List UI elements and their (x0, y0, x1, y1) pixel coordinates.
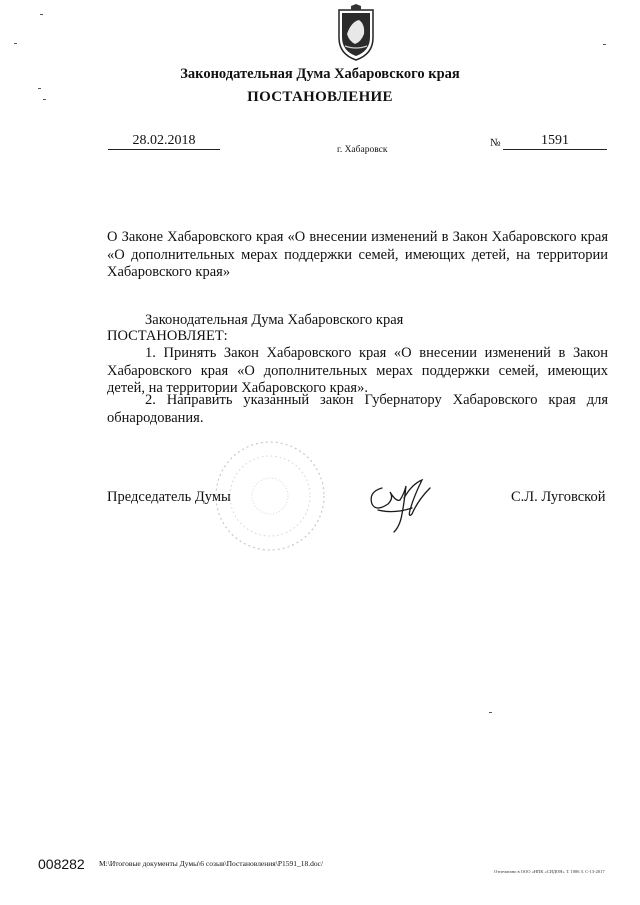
scan-speck (40, 14, 43, 15)
document-type-title: ПОСТАНОВЛЕНИЕ (247, 89, 393, 105)
document-city: г. Хабаровск (337, 145, 388, 155)
file-path: M:\Итоговые документы Думы\6 созыв\Постановления\P1591_18.doc/ (99, 859, 324, 868)
document-number: 1591 (503, 133, 607, 150)
document-subject: О Законе Хабаровского края «О внесении изменений в Закон Хабаровского края «О дополнительных мерах поддержки семей, имеющих детей, на территории Хабаровского края» (107, 229, 608, 280)
document-date: 28.02.2018 (108, 133, 220, 150)
scan-speck (38, 88, 41, 89)
registration-number: 008282 (38, 856, 85, 872)
scan-speck (43, 99, 46, 100)
coat-of-arms-icon (331, 4, 381, 62)
body-intro: Законодательная Дума Хабаровского края (145, 312, 404, 328)
resolution-item: 2. Направить указанный закон Губернатору Хабаровского края для обнародования. (107, 392, 608, 426)
body-resolves: ПОСТАНОВЛЯЕТ: (107, 328, 228, 344)
resolution-item: 1. Принять Закон Хабаровского края «О внесении изменений в Закон Хабаровского края «О дополнительных мерах поддержки семей, имеющих детей, на территории Хабаровского края». (107, 345, 608, 396)
scan-speck (489, 712, 492, 713)
handwritten-signature (360, 474, 440, 536)
printer-note: Отпечатано в ООО «НПК «СИДОН» Т. 1086 З. С-13-2017 (494, 869, 605, 874)
organization-name: Законодательная Дума Хабаровского края (180, 66, 460, 82)
signatory-name: С.Л. Луговской (511, 489, 606, 505)
scan-speck (14, 43, 17, 44)
number-label: № (490, 137, 501, 149)
signatory-title: Председатель Думы (107, 489, 231, 505)
scan-speck (603, 44, 606, 45)
